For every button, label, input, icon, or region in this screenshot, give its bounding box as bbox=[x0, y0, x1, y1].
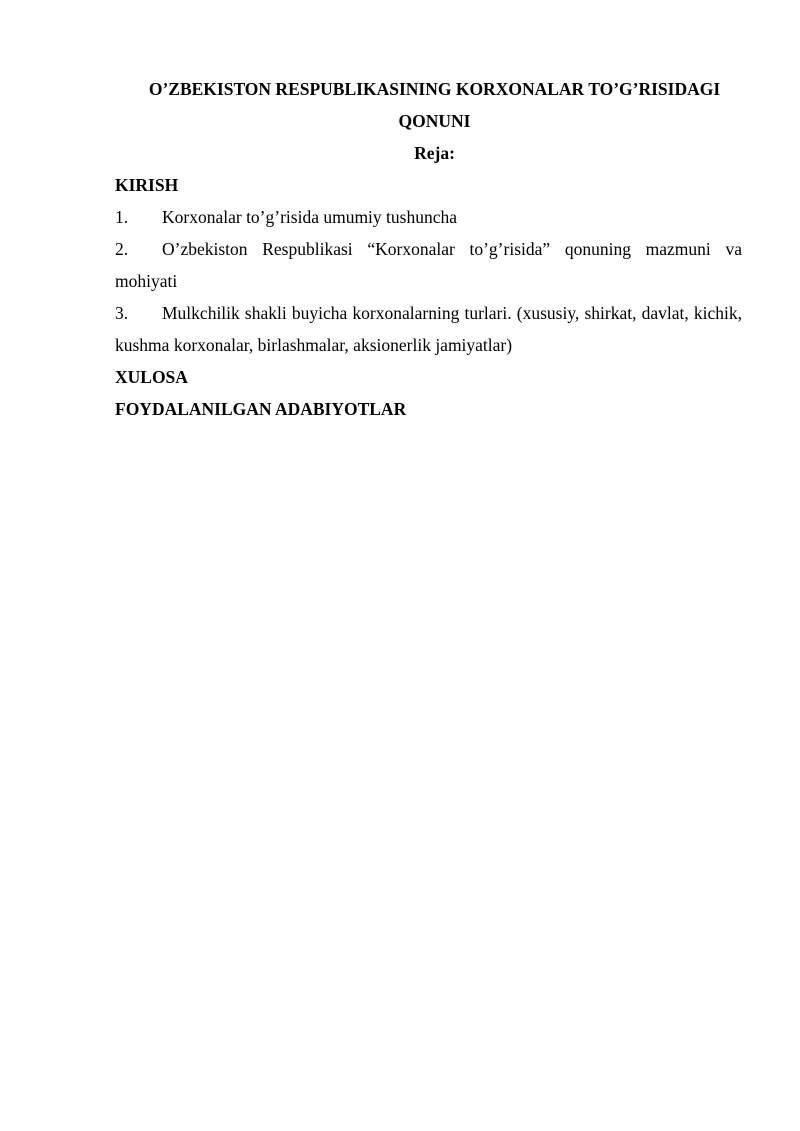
document-title: O’ZBEKISTON RESPUBLIKASINING KORXONALAR TO’G’RISIDAGI QONUNI bbox=[148, 79, 721, 131]
plan-item-text: Mulkchilik shakli buyicha korxonalarning turlari. (xususiy, shirkat, davlat, kichik, kushma korxonalar, birlashmalar, aksionerlik jamiyatlar) bbox=[115, 303, 742, 355]
plan-item-text: Korxonalar to’g’risida umumiy tushuncha bbox=[162, 207, 458, 227]
plan-item-text: O’zbekiston Respublikasi “Korxonalar to’g’risida” qonuning mazmuni va mohiyati bbox=[115, 239, 742, 291]
document-page bbox=[115, 73, 742, 425]
intro-heading: KIRISH bbox=[115, 175, 179, 195]
plan-item-number: 3. bbox=[115, 303, 129, 323]
plan-item-number: 2. bbox=[115, 239, 129, 259]
plan-item-number: 1. bbox=[115, 207, 129, 227]
plan-item-2 bbox=[115, 233, 742, 297]
references-heading: FOYDALANILGAN ADABIYOTLAR bbox=[115, 399, 407, 419]
plan-item-3 bbox=[115, 297, 742, 361]
plan-heading: Reja: bbox=[414, 143, 455, 163]
conclusion-heading: XULOSA bbox=[115, 367, 188, 387]
plan-item-1 bbox=[115, 201, 742, 233]
